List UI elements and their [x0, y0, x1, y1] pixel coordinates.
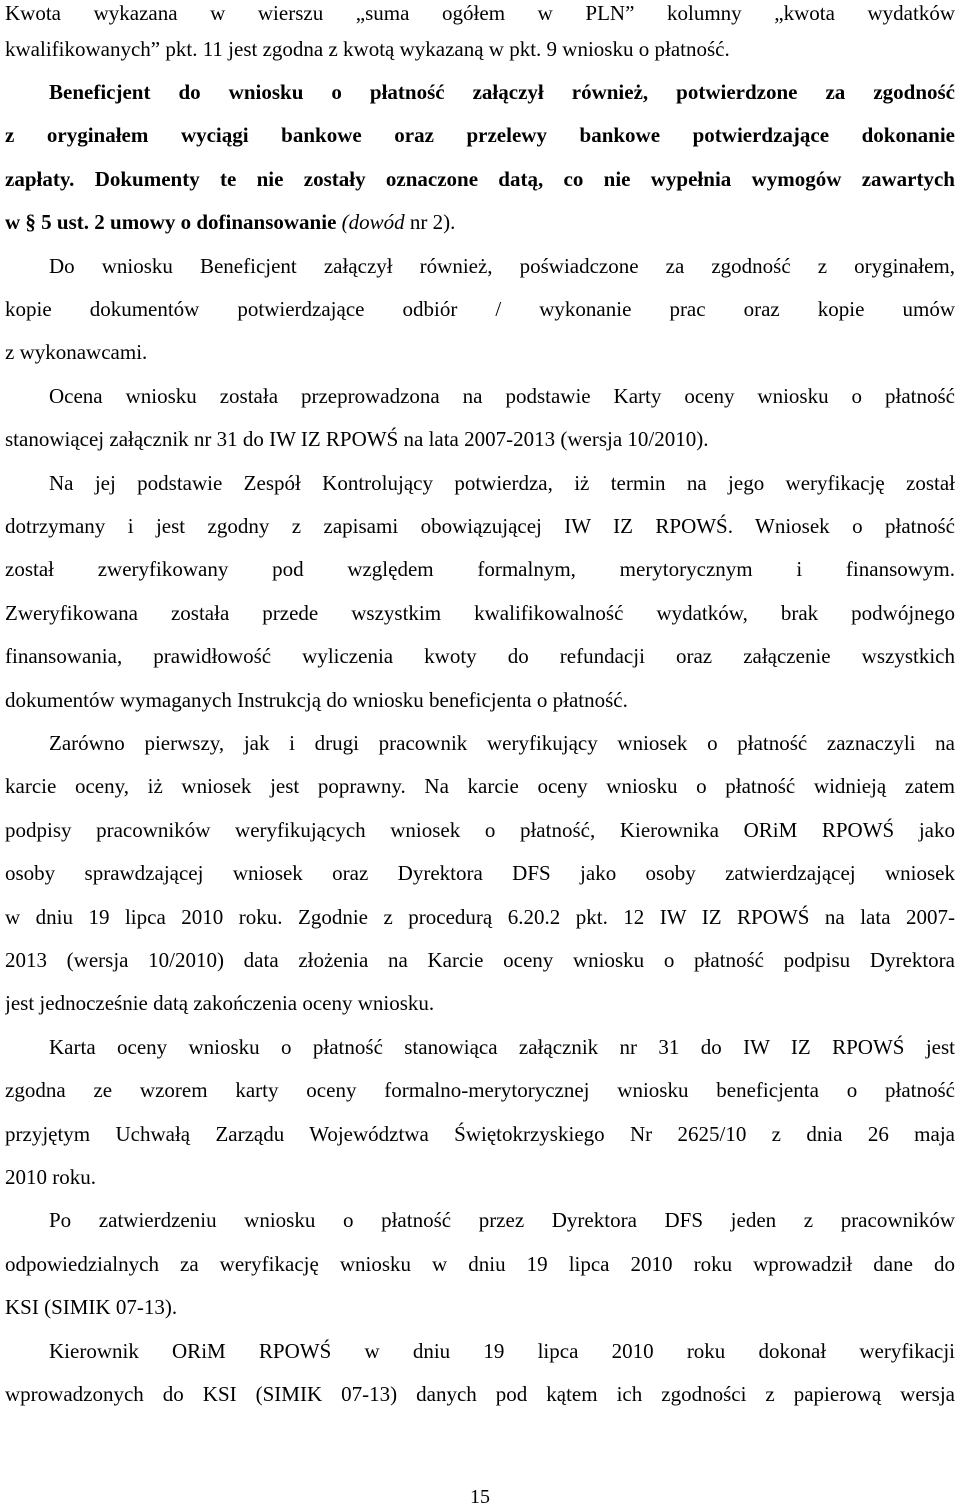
text-segment: stanowiącej załącznik nr 31 do IW IZ RPOWŚ na lata 2007-2013 (wersja 10/2010). — [5, 427, 709, 451]
text-segment: KSI (SIMIK 07-13). — [5, 1295, 178, 1319]
text-segment: Zarówno pierwszy, jak i drugi pracownik weryfikujący wniosek o płatność zaznaczyli na — [49, 731, 955, 755]
text-segment: z oryginałem wyciągi bankowe oraz przelewy bankowe potwierdzające dokonanie — [5, 123, 955, 147]
text-segment: wprowadzonych do KSI (SIMIK 07-13) danych pod kątem ich zgodności z papierową wersja — [5, 1382, 955, 1406]
text-segment: karcie oceny, iż wniosek jest poprawny. Na karcie oceny wniosku o płatność widnieją zatem — [5, 774, 955, 798]
text-segment: został zweryfikowany pod względem formalnym, merytorycznym i finansowym. — [5, 557, 955, 581]
text-segment: kopie dokumentów potwierdzające odbiór / wykonanie prac oraz kopie umów — [5, 297, 955, 321]
text-line — [5, 1338, 955, 1364]
text-segment: odpowiedzialnych za weryfikację wniosku w dniu 19 lipca 2010 roku wprowadził dane do — [5, 1252, 955, 1276]
text-line — [5, 339, 955, 365]
text-segment: w dniu 19 lipca 2010 roku. Zgodnie z procedurą 6.20.2 pkt. 12 IW IZ RPOWŚ na lata 2007- — [5, 905, 955, 929]
text-line — [5, 79, 955, 105]
text-line — [5, 122, 955, 148]
text-segment: osoby sprawdzającej wniosek oraz Dyrektora DFS jako osoby zatwierdzającej wniosek — [5, 861, 955, 885]
text-line — [5, 36, 955, 62]
text-line — [5, 1251, 955, 1277]
text-segment: kwalifikowanych” pkt. 11 jest zgodna z kwotą wykazaną w pkt. 9 wniosku o płatność. — [5, 37, 730, 61]
text-segment: Kwota wykazana w wierszu „suma ogółem w PLN” kolumny „kwota wydatków — [5, 1, 955, 25]
text-segment: dotrzymany i jest zgodny z zapisami obowiązującej IW IZ RPOWŚ. Wniosek o płatność — [5, 514, 955, 538]
text-segment: z wykonawcami. — [5, 340, 148, 364]
text-segment: dokumentów wymaganych Instrukcją do wniosku beneficjenta o płatność. — [5, 688, 628, 712]
text-segment: Do wniosku Beneficjent załączył również, poświadczone za zgodność z oryginałem, — [49, 254, 955, 278]
text-segment: Po zatwierdzeniu wniosku o płatność przez Dyrektora DFS jeden z pracowników — [49, 1208, 955, 1232]
text-line — [5, 687, 955, 713]
text-segment: jest jednocześnie datą zakończenia oceny wniosku. — [5, 991, 435, 1015]
text-segment: zgodna ze wzorem karty oceny formalno-merytorycznej wniosku beneficjenta o płatność — [5, 1078, 955, 1102]
text-segment: Ocena wniosku została przeprowadzona na podstawie Karty oceny wniosku o płatność — [49, 384, 955, 408]
text-segment: przyjętym Uchwałą Zarządu Województwa Świętokrzyskiego Nr 2625/10 z dnia 26 maja — [5, 1122, 955, 1146]
text-line — [5, 904, 955, 930]
text-line — [5, 296, 955, 322]
text-segment: zapłaty. Dokumenty te nie zostały oznaczone datą, co nie wypełnia wymogów zawartych — [5, 167, 955, 191]
text-line — [5, 1207, 955, 1233]
text-line — [5, 1121, 955, 1147]
text-line — [5, 860, 955, 886]
text-line — [5, 166, 955, 192]
text-line — [5, 1034, 955, 1060]
text-line — [5, 470, 955, 496]
text-segment: podpisy pracowników weryfikujących wniosek o płatność, Kierownika ORiM RPOWŚ jako — [5, 818, 955, 842]
text-line — [5, 1381, 955, 1407]
text-line — [5, 1294, 955, 1320]
text-segment: finansowania, prawidłowość wyliczenia kwoty do refundacji oraz załączenie wszystkich — [5, 644, 955, 668]
text-segment: Zweryfikowana została przede wszystkim kwalifikowalność wydatków, brak podwójnego — [5, 601, 955, 625]
text-segment: Kierownik ORiM RPOWŚ w dniu 19 lipca 2010 roku dokonał weryfikacji — [49, 1339, 955, 1363]
text-line — [5, 730, 955, 756]
text-line — [5, 817, 955, 843]
text-line — [5, 0, 955, 26]
text-segment: (dowód — [341, 210, 405, 234]
page-number: 15 — [470, 1486, 490, 1508]
text-line — [5, 426, 955, 452]
text-line — [5, 1164, 955, 1190]
text-line — [5, 1077, 955, 1103]
text-line — [5, 513, 955, 539]
text-line — [5, 773, 955, 799]
text-line — [5, 556, 955, 582]
text-line — [5, 643, 955, 669]
text-line — [5, 947, 955, 973]
text-line — [5, 383, 955, 409]
text-segment: Beneficjent do wniosku o płatność załączył również, potwierdzone za zgodność — [49, 80, 955, 104]
text-line — [5, 600, 955, 626]
text-segment: w § 5 ust. 2 umowy o dofinansowanie — [5, 210, 342, 234]
text-segment: nr 2). — [404, 210, 456, 234]
text-segment: Karta oceny wniosku o płatność stanowiąca załącznik nr 31 do IW IZ RPOWŚ jest — [49, 1035, 955, 1059]
text-segment: Na jej podstawie Zespół Kontrolujący potwierdza, iż termin na jego weryfikację został — [49, 471, 955, 495]
text-segment: 2013 (wersja 10/2010) data złożenia na Karcie oceny wniosku o płatność podpisu Dyrektora — [5, 948, 955, 972]
text-line — [5, 990, 955, 1016]
text-line — [5, 209, 955, 235]
text-line — [5, 253, 955, 279]
text-segment: 2010 roku. — [5, 1165, 96, 1189]
document-page — [5, 0, 955, 1509]
